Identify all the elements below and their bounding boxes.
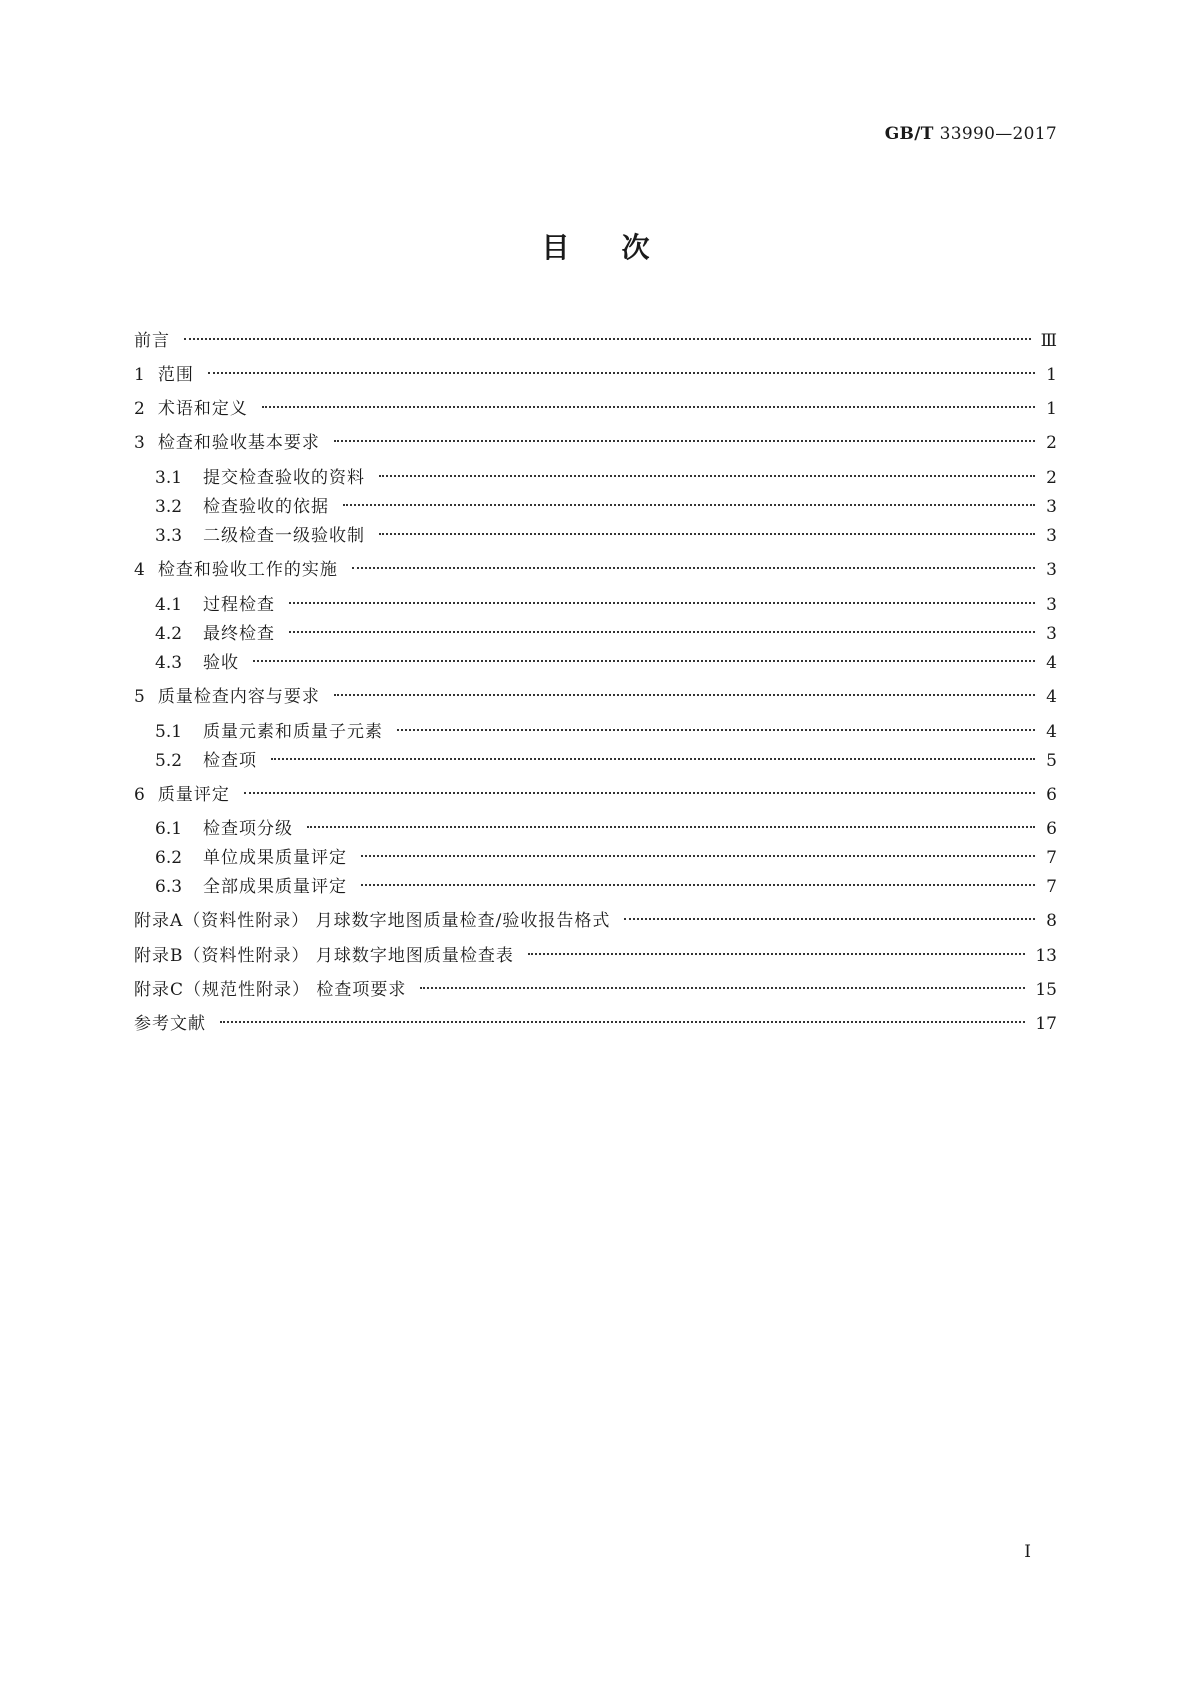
toc-entry-page: 1 [1046, 365, 1057, 385]
toc-entry-page: 4 [1046, 653, 1057, 673]
toc-entry-label: 单位成果质量评定 [203, 848, 347, 868]
toc-entry-page: 2 [1046, 433, 1057, 453]
toc-entry[interactable] [134, 650, 1057, 676]
toc-entry-text [134, 977, 406, 1003]
toc-leader-dots [289, 602, 1035, 604]
toc-entry-page: 8 [1046, 911, 1057, 931]
toc-entry-page: 15 [1035, 980, 1057, 1000]
toc-leader-dots [352, 567, 1035, 569]
toc-leader-dots [379, 533, 1035, 535]
toc-leader-dots [253, 660, 1035, 662]
toc-entry-number: 3.1 [155, 468, 183, 488]
toc-entry-label: 质量评定 [157, 785, 230, 805]
toc-entry-text [134, 719, 383, 745]
toc-entry-text [134, 943, 514, 969]
toc-entry-label: 最终检查 [203, 624, 275, 644]
toc-entry-number: 1 [134, 365, 145, 385]
toc-entry-label: 质量检查内容与要求 [157, 687, 320, 707]
toc-leader-dots [420, 987, 1025, 989]
toc-entry-page: 3 [1046, 624, 1057, 644]
toc-entry-number: 4.1 [155, 595, 183, 615]
toc-entry-label: 前言 [134, 331, 170, 351]
toc-entry-text [134, 557, 338, 583]
toc-entry-label: 检查验收的依据 [203, 497, 329, 517]
toc-leader-dots [184, 338, 1031, 340]
toc-entry-number: 4.3 [155, 653, 183, 673]
toc-entry-page: 2 [1046, 468, 1057, 488]
toc-entry-page: 17 [1035, 1014, 1057, 1034]
toc-entry[interactable] [134, 465, 1057, 491]
toc-entry-text [134, 328, 170, 354]
toc-entry-label: 检查项分级 [203, 819, 293, 839]
toc-entry[interactable] [134, 362, 1057, 388]
toc-entry-label: 质量元素和质量子元素 [203, 722, 383, 742]
toc-entry[interactable] [134, 592, 1057, 618]
toc-entry-label: 检查项 [203, 751, 257, 771]
toc-leader-dots [307, 826, 1035, 828]
toc-entry[interactable] [134, 908, 1057, 934]
toc-entry-number: 6.3 [155, 877, 183, 897]
toc-entry[interactable] [134, 874, 1057, 900]
toc-entry-text [134, 592, 275, 618]
toc-entry[interactable] [134, 328, 1057, 354]
toc-leader-dots [334, 440, 1035, 442]
toc-entry[interactable] [134, 748, 1057, 774]
toc-entry-text [134, 362, 194, 388]
toc-entry-number: 5.1 [155, 722, 183, 742]
toc-entry-number: 4 [134, 560, 145, 580]
toc-entry-page: 7 [1046, 877, 1057, 897]
toc-leader-dots [379, 475, 1035, 477]
toc-entry-label: 检查和验收工作的实施 [157, 560, 338, 580]
toc-entry-page: 3 [1046, 595, 1057, 615]
toc-entry-label: 附录A（资料性附录） 月球数字地图质量检查/验收报告格式 [134, 911, 611, 931]
toc-entry-text [134, 396, 248, 422]
toc-entry[interactable] [134, 523, 1057, 549]
toc-entry-number: 4.2 [155, 624, 183, 644]
toc-entry-text [134, 465, 365, 491]
toc-leader-dots [262, 406, 1035, 408]
toc-entry[interactable] [134, 719, 1057, 745]
toc-entry-label: 参考文献 [134, 1014, 206, 1034]
toc-entry-text [134, 494, 329, 520]
toc-entry[interactable] [134, 943, 1057, 969]
toc-entry-label: 范围 [157, 365, 194, 385]
toc-entry-number: 3.3 [155, 526, 183, 546]
toc-entry-page: 13 [1035, 946, 1057, 966]
toc-entry-page: 3 [1046, 526, 1057, 546]
toc-entry-label: 附录C（规范性附录） 检查项要求 [134, 980, 407, 1000]
toc-entry-text [134, 523, 365, 549]
toc-entry-label: 过程检查 [203, 595, 275, 615]
page-title: 目次 [541, 231, 702, 264]
toc-leader-dots [244, 792, 1035, 794]
toc-entry-text [134, 782, 230, 808]
toc-leader-dots [361, 884, 1035, 886]
page-number: I [1024, 1542, 1031, 1562]
toc-leader-dots [220, 1021, 1025, 1023]
standard-code-number: 33990—2017 [939, 124, 1057, 144]
standard-code-prefix: GB/T [884, 124, 934, 144]
toc-leader-dots [624, 918, 1035, 920]
toc-entry[interactable] [134, 782, 1057, 808]
toc-entry-text [134, 684, 320, 710]
toc-entry[interactable] [134, 621, 1057, 647]
toc-entry-label: 检查和验收基本要求 [157, 433, 320, 453]
toc-entry-number: 3.2 [155, 497, 183, 517]
toc-entry[interactable] [134, 684, 1057, 710]
toc-entry[interactable] [134, 557, 1057, 583]
toc-entry-label: 提交检查验收的资料 [203, 468, 365, 488]
toc-entry-text [134, 908, 610, 934]
toc-entry-text [134, 430, 320, 456]
toc-leader-dots [289, 631, 1035, 633]
toc-entry-page: 6 [1046, 785, 1057, 805]
toc-entry-number: 6.1 [155, 819, 183, 839]
toc-entry-page: 1 [1046, 399, 1057, 419]
toc-entry-number: 2 [134, 399, 145, 419]
toc-entry[interactable] [134, 845, 1057, 871]
toc-leader-dots [334, 694, 1035, 696]
toc-entry[interactable] [134, 430, 1057, 456]
toc-entry-label: 二级检查一级验收制 [203, 526, 365, 546]
toc-entry-page: 4 [1046, 722, 1057, 742]
toc-leader-dots [361, 855, 1035, 857]
toc-entry[interactable] [134, 977, 1057, 1003]
standard-code [885, 124, 1057, 144]
toc-leader-dots [343, 504, 1035, 506]
toc-entry-number: 6 [134, 785, 145, 805]
toc-entry-page: 3 [1046, 497, 1057, 517]
toc-entry-number: 6.2 [155, 848, 183, 868]
toc-entry[interactable] [134, 494, 1057, 520]
toc-entry-text [134, 1011, 206, 1037]
toc-entry[interactable] [134, 1011, 1057, 1037]
toc-leader-dots [528, 953, 1025, 955]
toc-leader-dots [271, 758, 1035, 760]
toc-leader-dots [397, 729, 1035, 731]
toc-leader-dots [208, 372, 1035, 374]
toc-entry-text [134, 621, 275, 647]
toc-entry-page: 4 [1046, 687, 1057, 707]
toc-entry-number: 3 [134, 433, 145, 453]
toc-entry-text [134, 845, 347, 871]
toc-entry-text [134, 748, 257, 774]
toc-entry[interactable] [134, 396, 1057, 422]
toc-entry-label: 附录B（资料性附录） 月球数字地图质量检查表 [134, 946, 514, 966]
toc-entry-page: Ⅲ [1040, 331, 1057, 351]
toc-entry-label: 术语和定义 [157, 399, 248, 419]
toc-entry-label: 验收 [203, 653, 239, 673]
toc-entry-page: 7 [1046, 848, 1057, 868]
toc-entry-page: 5 [1046, 751, 1057, 771]
toc-entry-label: 全部成果质量评定 [203, 877, 347, 897]
toc-entry-page: 3 [1046, 560, 1057, 580]
toc-entry-text [134, 650, 239, 676]
toc-entry-page: 6 [1046, 819, 1057, 839]
toc-entry[interactable] [134, 816, 1057, 842]
toc-entry-number: 5 [134, 687, 145, 707]
toc-entry-text [134, 816, 293, 842]
toc-entry-number: 5.2 [155, 751, 183, 771]
toc-entry-text [134, 874, 347, 900]
